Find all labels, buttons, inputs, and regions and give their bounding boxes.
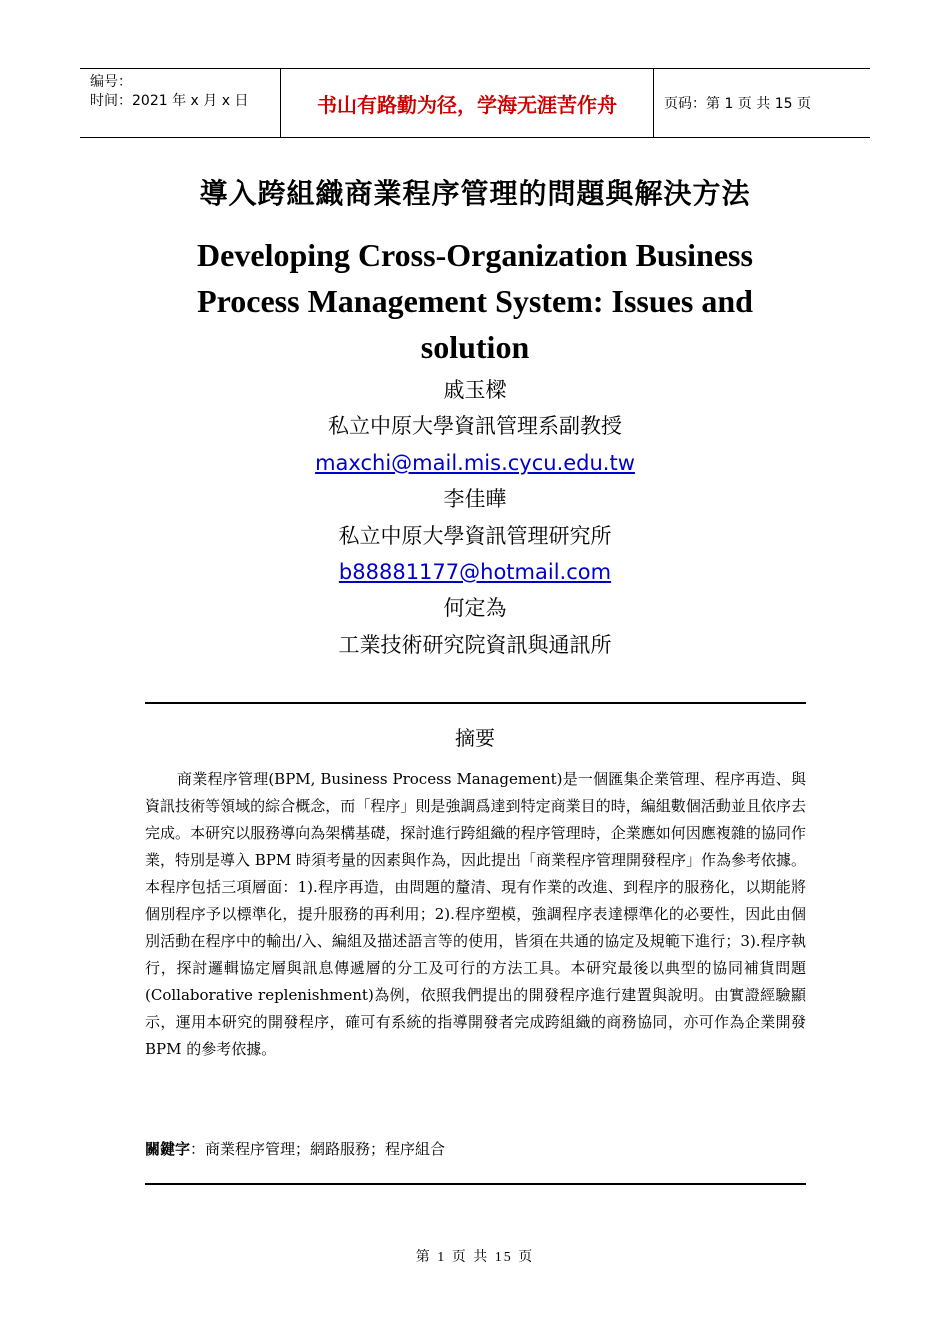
keywords-line <box>145 1138 806 1159</box>
keywords-text: ：商業程序管理；網路服務；程序組合 <box>190 1140 446 1158</box>
author-block <box>0 372 950 663</box>
author-name: 戚玉樑 <box>443 378 507 402</box>
author-email-link[interactable]: maxchi@mail.mis.cycu.edu.tw <box>315 450 635 475</box>
title-english: Developing Cross-Organization Business Process Management System: Issues and solution <box>197 237 753 365</box>
header-motto: 书山有路勤为径，学海无涯苦作舟 <box>281 69 654 137</box>
title-chinese: 導入跨組織商業程序管理的問題與解決方法 <box>199 177 751 210</box>
keywords-label: 關鍵字 <box>145 1140 191 1158</box>
divider-top <box>145 702 806 704</box>
page-footer: 第 1 页 共 15 页 <box>415 1250 535 1265</box>
header-meta <box>80 69 281 137</box>
number-label: 编号： <box>90 74 132 90</box>
abstract-body: 商業程序管理(BPM, Business Process Management)是一個匯集企業管理、程序再造、與資訊技術等領域的綜合概念，而「程序」則是強調爲達到特定商業目的時，編組數個活動並且依序去完成。本研究以服務導向為架構基礎，探討進行跨組織的程序管理時，企業應如何因應複雜的協同作業，特別是導入 BPM 時須考量的因素與作為，因此提出「商業程序管理開發程序」作為參考依據。本程序包括三項層面：1).程序再造，由問題的釐清、現有作業的改進、到程序的服務化，以期能將個別程序予以標準化，提升服務的再利用；2).程序塑模，強調程序表達標準化的必要性，因此由個別活動在程序中的輸出/入、編組及描述語言等的使用，皆須在共通的協定及規範下進行；3).程序執行，探討邏輯協定層與訊息傳遞層的分工及可行的方法工具。本研究最後以典型的協同補貨問題 (Collaborative replenishment)為例，依照我們提出的開發程序進行建置與說明。由實證經驗顯示，運用本研究的開發程序，確可有系統的指導開發者完成跨組織的商務協同，亦可作為企業開發 BPM 的參考依據。 <box>145 770 807 1058</box>
author-affiliation: 工業技術研究院資訊與通訊所 <box>338 632 612 657</box>
date-label: 时间：2021 年 x 月 x 日 <box>90 93 249 109</box>
author-email-link[interactable]: b88881177@hotmail.com <box>338 560 612 585</box>
author-name: 何定為 <box>443 596 507 621</box>
header-page-info: 页码：第 1 页 共 15 页 <box>664 96 811 112</box>
author-affiliation: 私立中原大學資訊管理系副教授 <box>328 414 622 439</box>
document-header <box>80 68 870 138</box>
abstract-heading: 摘要 <box>455 726 495 750</box>
author-name: 李佳曄 <box>443 487 507 512</box>
divider-bottom <box>145 1183 806 1185</box>
author-affiliation: 私立中原大學資訊管理研究所 <box>338 523 612 548</box>
